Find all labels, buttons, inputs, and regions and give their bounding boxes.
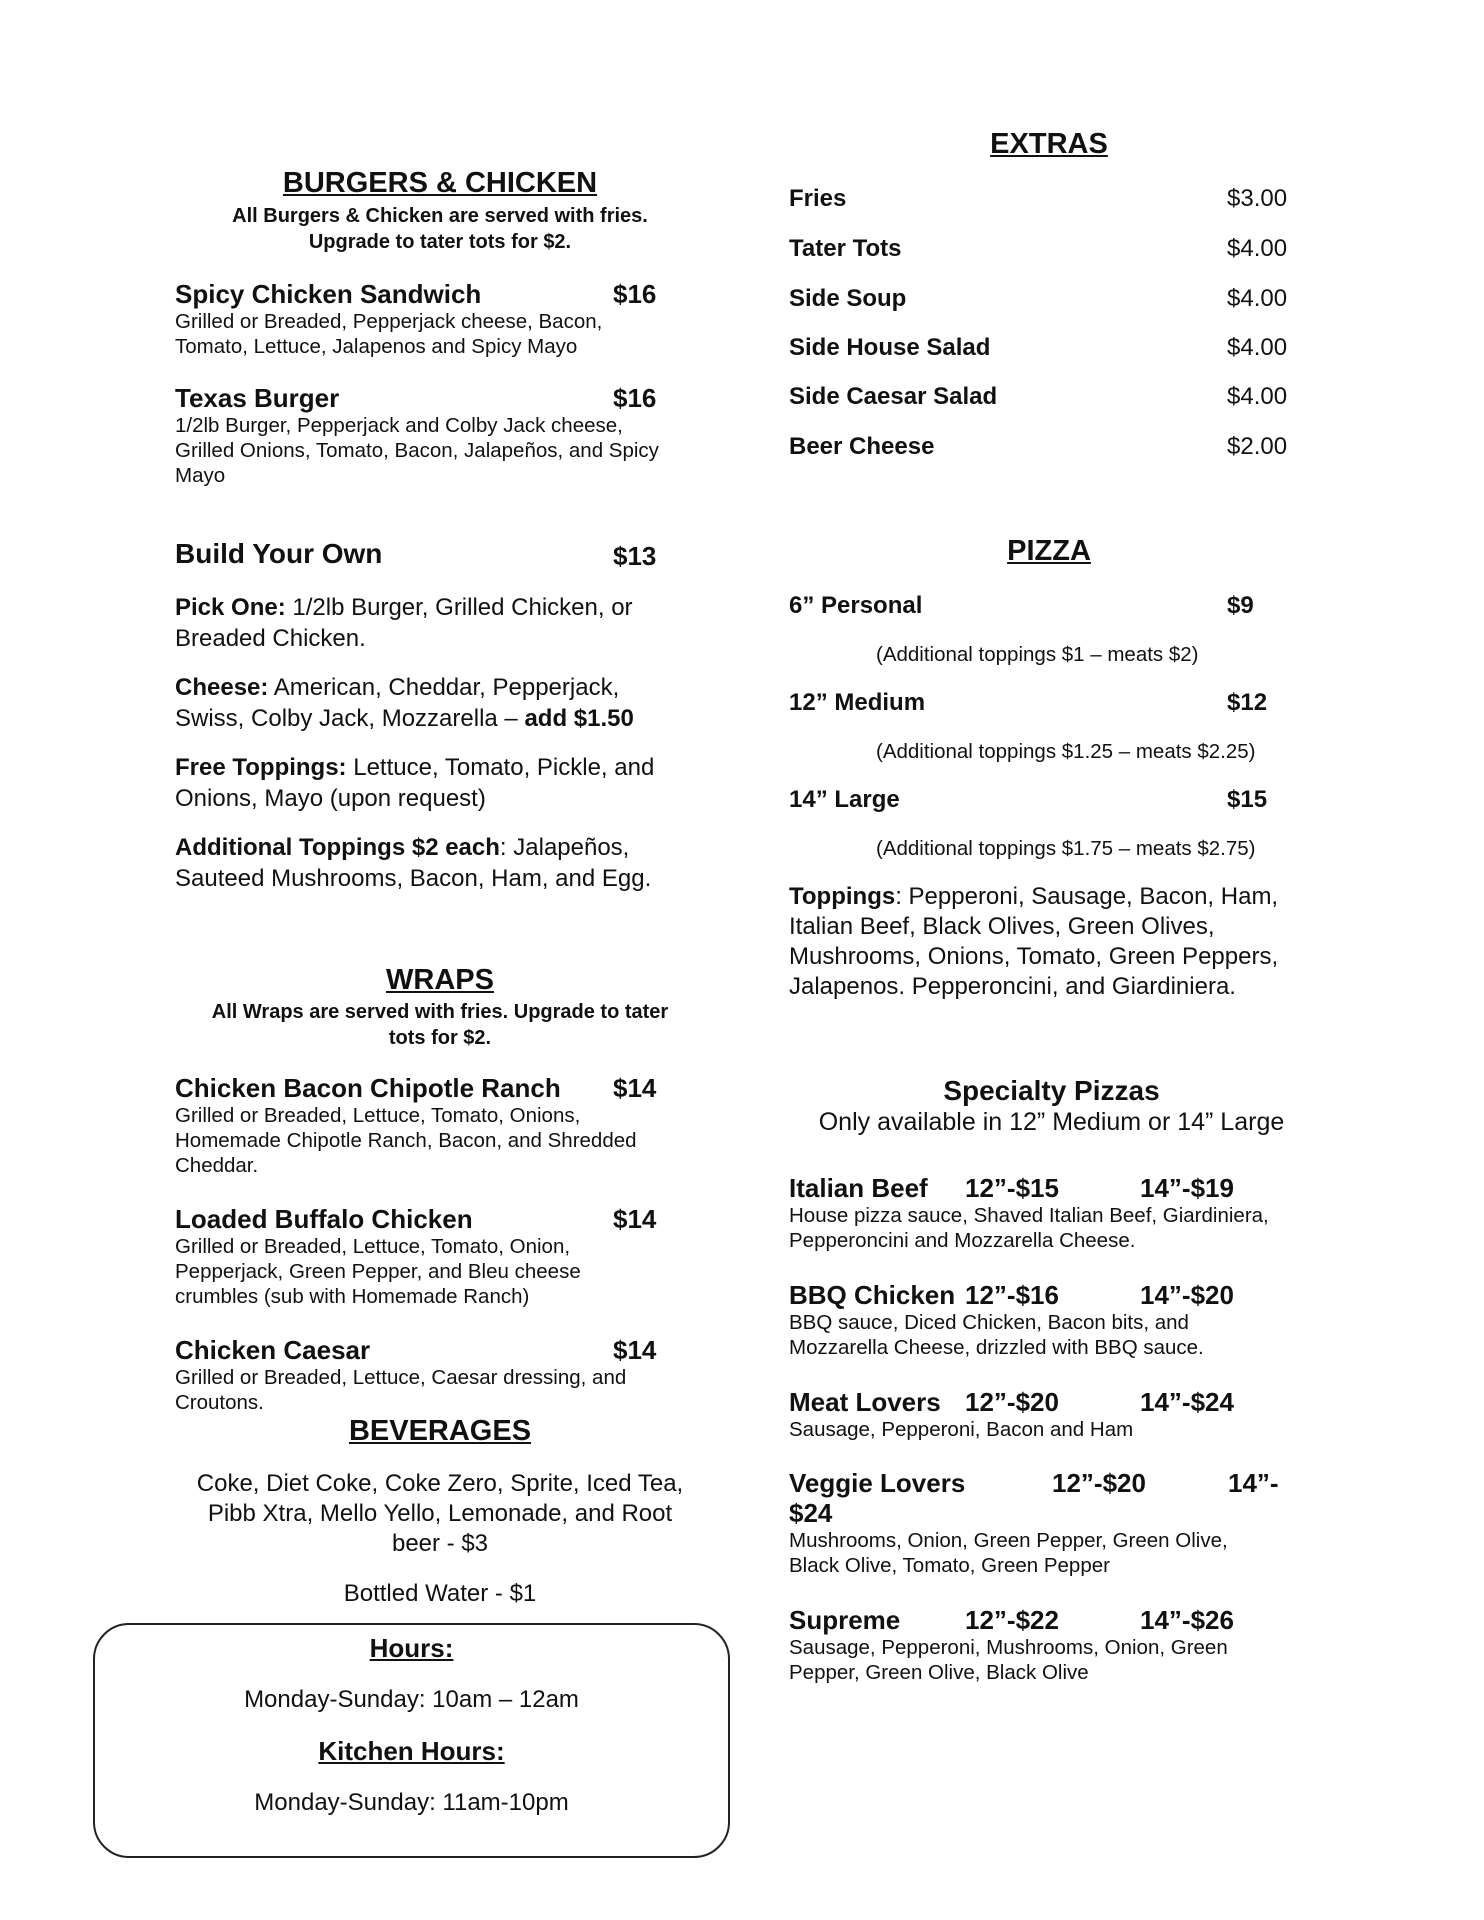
specialty-price-14: 14”-$20 xyxy=(1140,1280,1234,1310)
menu-item-desc: Grilled or Breaded, Lettuce, Caesar dressing, and xyxy=(175,1366,627,1389)
menu-item-name: Texas Burger xyxy=(175,383,340,413)
byo-price: $13 xyxy=(613,541,657,571)
burgers-title: BURGERS & CHICKEN xyxy=(282,167,598,199)
byo-cheese xyxy=(175,672,619,703)
menu-item-name: Spicy Chicken Sandwich xyxy=(175,279,482,309)
menu-item-name: Loaded Buffalo Chicken xyxy=(175,1204,473,1234)
menu-item-name: Chicken Bacon Chipotle Ranch xyxy=(175,1073,561,1103)
specialty-price-12: 12”-$15 xyxy=(965,1173,1059,1203)
pizza-size-price: $15 xyxy=(1227,786,1268,813)
burgers-subtitle-1: All Burgers & Chicken are served with fries. xyxy=(232,205,648,227)
menu-item-desc: 1/2lb Burger, Pepperjack and Colby Jack cheese, xyxy=(175,414,623,437)
pizza-size-name: 12” Medium xyxy=(789,689,926,716)
pizza-toppings-label: Toppings xyxy=(789,883,896,910)
extra-price: $4.00 xyxy=(1227,383,1288,410)
byo-pick-text: 1/2lb Burger, Grilled Chicken, or xyxy=(285,594,633,621)
extra-price: $4.00 xyxy=(1227,285,1288,312)
byo-free-label: Free Toppings: xyxy=(175,754,347,781)
specialty-price-14: 14”- xyxy=(1228,1468,1279,1498)
pizza-toppings-text: : Pepperoni, Sausage, Bacon, Ham, xyxy=(895,883,1279,910)
pizza-size-note: (Additional toppings $1.75 – meats $2.75) xyxy=(876,837,1256,860)
pizza-size-note: (Additional toppings $1.25 – meats $2.25) xyxy=(876,740,1256,763)
specialty-price-14-cont: $24 xyxy=(789,1498,833,1528)
byo-addl-label: Additional Toppings $2 each xyxy=(175,834,500,861)
pizza-size-price: $12 xyxy=(1227,689,1268,716)
specialty-desc: Pepperoncini and Mozzarella Cheese. xyxy=(789,1229,1136,1252)
pizza-size-note: (Additional toppings $1 – meats $2) xyxy=(876,643,1199,666)
menu-item-desc: Mayo xyxy=(175,464,226,487)
menu-item-price: $14 xyxy=(613,1073,657,1103)
specialty-price-12: 12”-$22 xyxy=(965,1605,1059,1635)
wraps-subtitle-1: All Wraps are served with fries. Upgrade to tater xyxy=(211,1001,669,1023)
specialty-desc: Sausage, Pepperoni, Bacon and Ham xyxy=(789,1418,1134,1441)
extra-name: Tater Tots xyxy=(789,235,902,262)
pizza-size-name: 6” Personal xyxy=(789,592,923,619)
pizza-toppings-4: Jalapenos. Pepperoncini, and Giardiniera. xyxy=(789,973,1236,1000)
pizza-size-name: 14” Large xyxy=(789,786,900,813)
menu-item-price: $14 xyxy=(613,1335,657,1365)
pizza-toppings xyxy=(789,881,1278,912)
byo-addl-2: Sauteed Mushrooms, Bacon, Ham, and Egg. xyxy=(175,865,652,892)
menu-item-desc: Grilled or Breaded, Lettuce, Tomato, Onion, xyxy=(175,1235,571,1258)
pizza-toppings-3: Mushrooms, Onions, Tomato, Green Peppers, xyxy=(789,943,1279,970)
extra-price: $4.00 xyxy=(1227,334,1288,361)
pizza-size-price: $9 xyxy=(1227,592,1254,619)
menu-item-desc: Grilled or Breaded, Lettuce, Tomato, Onions, xyxy=(175,1104,581,1127)
menu-item-desc: Cheddar. xyxy=(175,1154,259,1177)
hours-title: Hours: xyxy=(369,1633,454,1663)
extra-name: Side Caesar Salad xyxy=(789,383,998,410)
byo-pick-2: Breaded Chicken. xyxy=(175,625,366,652)
specialty-desc: Sausage, Pepperoni, Mushrooms, Onion, Green xyxy=(789,1636,1228,1659)
byo-pick-label: Pick One: xyxy=(175,594,286,621)
kitchen-hours-value: Monday-Sunday: 11am-10pm xyxy=(254,1789,569,1816)
menu-item-price: $16 xyxy=(613,383,657,413)
specialty-name: BBQ Chicken xyxy=(789,1280,956,1310)
specialty-desc: BBQ sauce, Diced Chicken, Bacon bits, and xyxy=(789,1311,1189,1334)
menu-item-desc: Grilled or Breaded, Pepperjack cheese, Bacon, xyxy=(175,310,603,333)
extra-name: Side House Salad xyxy=(789,334,991,361)
specialty-name: Meat Lovers xyxy=(789,1387,941,1417)
menu-item-desc: Pepperjack, Green Pepper, and Bleu cheese xyxy=(175,1260,581,1283)
specialty-price-14: 14”-$24 xyxy=(1140,1387,1234,1417)
specialty-subtitle: Only available in 12” Medium or 14” Large xyxy=(818,1108,1285,1136)
byo-cheese-text-2: Swiss, Colby Jack, Mozzarella – xyxy=(175,705,525,732)
byo-name: Build Your Own xyxy=(175,538,383,569)
byo-free-text: Lettuce, Tomato, Pickle, and xyxy=(346,754,655,781)
specialty-name: Italian Beef xyxy=(789,1173,928,1203)
menu-item-desc: crumbles (sub with Homemade Ranch) xyxy=(175,1285,530,1308)
extra-price: $3.00 xyxy=(1227,185,1288,212)
specialty-price-14: 14”-$26 xyxy=(1140,1605,1234,1635)
menu-item-desc: Tomato, Lettuce, Jalapenos and Spicy Mayo xyxy=(175,335,578,358)
extra-name: Side Soup xyxy=(789,285,907,312)
specialty-desc: Black Olive, Tomato, Green Pepper xyxy=(789,1554,1110,1577)
menu-item-desc: Croutons. xyxy=(175,1391,264,1414)
extra-name: Fries xyxy=(789,185,847,212)
byo-cheese-add: add $1.50 xyxy=(524,705,634,732)
specialty-price-12: 12”-$20 xyxy=(965,1387,1059,1417)
menu-item-desc: Homemade Chipotle Ranch, Bacon, and Shredded xyxy=(175,1129,637,1152)
hours-value: Monday-Sunday: 10am – 12am xyxy=(244,1686,579,1713)
specialty-price-12: 12”-$16 xyxy=(965,1280,1059,1310)
specialty-desc: Mozzarella Cheese, drizzled with BBQ sauce. xyxy=(789,1336,1204,1359)
beverages-line-1: Coke, Diet Coke, Coke Zero, Sprite, Iced Tea, xyxy=(196,1470,684,1497)
beverages-water: Bottled Water - $1 xyxy=(343,1580,537,1607)
kitchen-hours-title: Kitchen Hours: xyxy=(318,1736,505,1766)
pizza-toppings-2: Italian Beef, Black Olives, Green Olives, xyxy=(789,913,1215,940)
burgers-subtitle-2: Upgrade to tater tots for $2. xyxy=(308,231,572,253)
extra-name: Beer Cheese xyxy=(789,433,935,460)
beverages-line-3: beer - $3 xyxy=(391,1530,489,1557)
byo-pick xyxy=(175,592,633,623)
extra-price: $2.00 xyxy=(1227,433,1288,460)
specialty-desc: Pepper, Green Olive, Black Olive xyxy=(789,1661,1089,1684)
pizza-title: PIZZA xyxy=(1007,535,1091,567)
specialty-name: Veggie Lovers xyxy=(789,1468,966,1498)
specialty-price-14: 14”-$19 xyxy=(1140,1173,1234,1203)
byo-addl xyxy=(175,832,629,863)
byo-cheese-text: American, Cheddar, Pepperjack, xyxy=(268,674,620,701)
specialty-desc: Mushrooms, Onion, Green Pepper, Green Olive, xyxy=(789,1529,1228,1552)
byo-cheese-2 xyxy=(175,703,634,734)
byo-cheese-label: Cheese: xyxy=(175,674,269,701)
beverages-title: BEVERAGES xyxy=(348,1415,532,1447)
menu-item-price: $14 xyxy=(613,1204,657,1234)
specialty-price-12: 12”-$20 xyxy=(1052,1468,1146,1498)
byo-free xyxy=(175,752,654,783)
extra-price: $4.00 xyxy=(1227,235,1288,262)
wraps-subtitle-2: tots for $2. xyxy=(388,1027,492,1049)
specialty-name: Supreme xyxy=(789,1605,901,1635)
menu-item-name: Chicken Caesar xyxy=(175,1335,371,1365)
beverages-line-2: Pibb Xtra, Mello Yello, Lemonade, and Root xyxy=(207,1500,673,1527)
menu-item-desc: Grilled Onions, Tomato, Bacon, Jalapeños, and Spicy xyxy=(175,439,659,462)
specialty-title: Specialty Pizzas xyxy=(943,1075,1160,1106)
specialty-desc: House pizza sauce, Shaved Italian Beef, Giardiniera, xyxy=(789,1204,1269,1227)
menu-item-price: $16 xyxy=(613,279,657,309)
wraps-title: WRAPS xyxy=(386,964,494,996)
byo-free-2: Onions, Mayo (upon request) xyxy=(175,785,486,812)
extras-title: EXTRAS xyxy=(990,128,1108,160)
byo-addl-text: : Jalapeños, xyxy=(499,834,630,861)
